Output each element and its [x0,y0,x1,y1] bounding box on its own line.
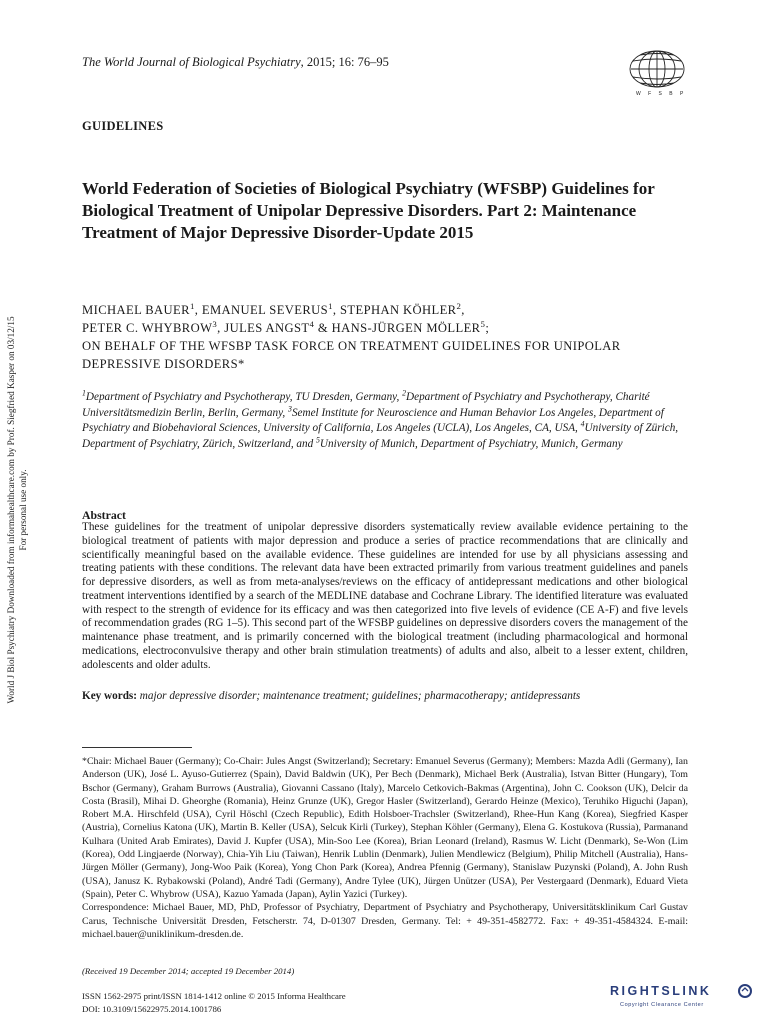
download-notice-line1: World J Biol Psychiatry Downloaded from informahealthcare.com by Prof. Siegfried Kasper on 03/12/15 [6,316,16,704]
author-affil-mark: 1 [189,300,195,311]
task-force-members: *Chair: Michael Bauer (Germany); Co-Chair: Jules Angst (Switzerland); Secretary: Emanuel Severus (Germany); Members: Mazda Adli (Germany), Ian Anderson (UK), José L. Ayuso-Gutierrez (Spain), David Baldwin (UK), Per Bech (Denmark), Michael Berk (Australia), Istvan Bitter (Hungary), Tom Bschor (Germany), Graham Burrows (Australia), Giovanni Cassano (Italy), Marcelo Cetkovich-Bakmas (Argentina), John C. Cookson (UK), Delcir da Costa (Brasil), Mihai D. Gheorghe (Romania), Heinz Grunze (UK), Gregor Hasler (Switzerland), Gerardo Heinze (Mexico), Teruhiko Higuchi (Japan), Robert M.A. Hirschfeld (USA), Cyril Höschl (Czech Republic), Edith Holsboer-Trachsler (Switzerland), Rhee-Hun Kang (Korea), Siegfried Kasper (Austria), Cornelius Katona (UK), Martin B. Keller (USA), Selcuk Kirli (Turkey), Stephan Köhler (Germany), Elena G. Kostukova (Russia), Parmanand Kulhara (United Arab Emirates), David J. Kupfer (USA), Min-Soo Lee (Korea), Brian Leonard (Ireland), Rasmus W. Licht (Denmark), Se-Won (Lim (Korea), Odd Lingjaerde (Norway), Chia-Yih Liu (Taiwan), Henrik Lublin (Denmark), Julien Mendlewicz (Belgium), Philip Mitchell (Australia), Hans-Jürgen Möller (Germany), Jong-Woo Paik (Korea), Yong Chon Park (Korea), Andrea Pfennig (Germany), Stanislaw Puzynski (Poland), A. John Rush (USA), Janusz K. Rybakowski (Poland), André Tadi (Germany), Andre Tylee (UK), Jürgen Unützer (USA), Per Vestergaard (Denmark), Eduard Vieta (Spain), Peter C. Whybrow (USA), Kazuo Yamada (Japan), Aylin Yazici (Turkey). [82,756,688,900]
author-affil-mark: 5 [480,318,486,329]
rightslink-circle-icon [736,983,754,999]
section-label: GUIDELINES [82,119,164,133]
author-affil-mark: 3 [212,318,218,329]
author-name: , JULES ANGST [217,321,310,335]
download-notice [0,290,34,730]
affiliation: University of Zürich, Department of Psychiatry, Zürich, Switzerland, and [82,422,679,450]
abstract-body: These guidelines for the treatment of unipolar depressive disorders systematically review available evidence pertaining to the biological treatment of patients with major depression and produce a series of practice recommendations that are clinically and scientifically meaningful based on the available evidence. These guidelines are intended for use by all physicians assessing and treating patients with these conditions. The relevant data have been extracted primarily from various treatment guidelines and panels for depressive disorders, as well as from meta-analyses/reviews on the efficacy of antidepressant medications and other biological treatment interventions identified by a search of the MEDLINE database and Cochrane Library. The identified literature was evaluated with respect to the strength of evidence for its efficacy and was then categorized into five levels of evidence (CE A-F) and five levels of recommendation grades (RG 1–5). This second part of the WFSBP guidelines on depressive disorders covers the management of the maintenance phase treatment, and is primarily concerned with the biological treatment (including pharmacological and hormonal medications, electroconvulsive therapy and other brain stimulation treatments) of adults and also, albeit to a lesser extent, children, adolescents and older adults. [82,521,688,671]
affil-mark: 3 [288,403,292,413]
author-affil-mark: 1 [328,300,333,311]
download-notice-line2: For personal use only. [18,469,28,551]
affiliation: Department of Psychiatry and Psychotherapy, Charité Universitätsmedizin Berlin, Berlin, Germany, [82,391,650,419]
author-line-2 [82,319,682,337]
author-name: , EMANUEL SEVERUS [194,303,329,317]
wfsbp-logo-text: W F S B P [636,91,687,97]
affil-mark: 2 [402,388,407,398]
author-name: , STEPHAN KÖHLER [332,303,457,317]
keywords [82,689,688,703]
rightslink-wordmark: RIGHTSLINK [610,984,712,998]
author-separator: , [461,303,465,317]
author-name: PETER C. WHYBROW [82,321,213,335]
affiliation: University of Munich, Department of Psychiatry, Munich, Germany [319,437,623,450]
affiliation: Semel Institute for Neuroscience and Human Behavior Los Angeles, Department of Psychiatry and Biobehavioral Sciences, University of California, Los Angeles (UCLA), Los Angeles, CA, USA, [82,406,664,434]
received-dates: (Received 19 December 2014; accepted 19 December 2014) [82,966,295,976]
author-affil-mark: 4 [309,318,315,329]
affiliation: Department of Psychiatry and Psychotherapy, TU Dresden, Germany, [85,391,403,403]
issn-doi [82,990,346,1015]
rightslink-tagline: Copyright Clearance Center [620,1002,704,1008]
correspondence: Correspondence: Michael Bauer, MD, PhD, Professor of Psychiatry, Department of Psychiatry and Psychotherapy, Universitätsklinikum Carl Gustav Carus, Technische Universität Dresden, Fetscherstr. 74, D-01307 Dresden, Germany. Tel: + 49-351-4582772. Fax: + 49-351-4584324. E-mail: michael.bauer@uniklinikum-dresden.de. [82,902,688,940]
article-title: World Federation of Societies of Biological Psychiatry (WFSBP) Guidelines for Biological Treatment of Unipolar Depressive Disorders. Part 2: Maintenance Treatment of Major Depressive Disorder-Update 2015 [82,179,655,242]
author-separator: ; [485,321,490,335]
doi: DOI: 10.3109/15622975.2014.1001786 [82,1003,222,1014]
journal-volume: , 2015; 16: 76–95 [300,55,389,69]
affiliations [82,390,702,452]
rightslink-logo[interactable] [610,984,755,1022]
author-list [82,301,682,373]
author-line-1 [82,301,682,319]
abstract-heading: Abstract [82,508,126,522]
author-affil-mark: 2 [456,300,462,311]
issn: ISSN 1562-2975 print/ISSN 1814-1412 online © 2015 Informa Healthcare [82,991,346,1001]
author-name: MICHAEL BAUER [82,303,190,317]
affil-mark: 1 [82,388,86,398]
footnote [82,755,688,941]
journal-citation [82,55,389,70]
author-name: & HANS-JÜRGEN MÖLLER [314,321,481,335]
task-force-statement: ON BEHALF OF THE WFSBP TASK FORCE ON TREATMENT GUIDELINES FOR UNIPOLAR DEPRESSIVE DISORDERS* [82,339,621,371]
keywords-label: Key words: [82,690,137,702]
affil-mark: 4 [580,419,585,429]
affil-mark: 5 [316,434,320,444]
wfsbp-globe-logo [628,47,686,93]
journal-name: The World Journal of Biological Psychiatry [82,55,301,69]
keywords-text: major depressive disorder; maintenance treatment; guidelines; pharmacotherapy; antidepressants [137,690,581,702]
footnote-divider [82,747,192,748]
